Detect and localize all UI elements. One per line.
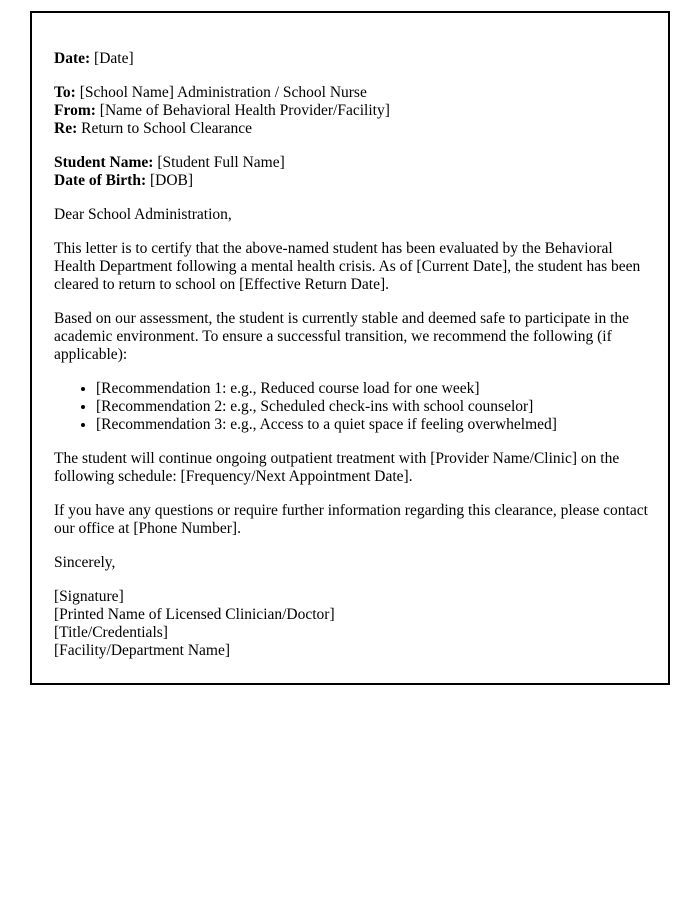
paragraph-assessment: Based on our assessment, the student is currently stable and deemed safe to participate in the academic environment. To ensure a successful transition, we recommend the following (if applicable): bbox=[54, 310, 630, 363]
letter-page bbox=[30, 11, 670, 685]
dob-line bbox=[54, 172, 652, 190]
clinician-name-line: [Printed Name of Licensed Clinician/Doctor] bbox=[54, 606, 335, 623]
dob-label: Date of Birth: bbox=[54, 172, 147, 189]
from-line bbox=[54, 102, 652, 120]
from-value: [Name of Behavioral Health Provider/Facility] bbox=[99, 102, 390, 119]
paragraph-certify: This letter is to certify that the above-named student has been evaluated by the Behavioral Health Department following a mental health crisis. As of [Current Date], the student has been cleared to return to school on [Effective Return Date]. bbox=[54, 240, 641, 293]
student-block bbox=[54, 154, 652, 190]
signature-line: [Signature] bbox=[54, 588, 124, 605]
recommendation-item: • [Recommendation 1: e.g., Reduced course load for one week] bbox=[96, 380, 652, 398]
paragraph-contact: If you have any questions or require further information regarding this clearance, please contact our office at [Phone Number]. bbox=[54, 502, 648, 537]
re-line bbox=[54, 120, 652, 138]
student-name-value: [Student Full Name] bbox=[157, 154, 285, 171]
date-label: Date: bbox=[54, 50, 91, 67]
paragraph-treatment: The student will continue ongoing outpatient treatment with [Provider Name/Clinic] on the following schedule: [Frequency/Next Appointment Date]. bbox=[54, 450, 620, 485]
salutation: Dear School Administration, bbox=[54, 206, 232, 223]
date-value: [Date] bbox=[94, 50, 134, 67]
date-line bbox=[54, 50, 652, 68]
facility-line: [Facility/Department Name] bbox=[54, 642, 231, 659]
recommendation-list bbox=[54, 380, 652, 434]
closing: Sincerely, bbox=[54, 554, 116, 571]
recommendation-item: • [Recommendation 2: e.g., Scheduled check-ins with school counselor] bbox=[96, 398, 652, 416]
from-label: From: bbox=[54, 102, 96, 119]
header-block bbox=[54, 84, 652, 138]
student-name-line bbox=[54, 154, 652, 172]
to-line bbox=[54, 84, 652, 102]
recommendation-item: • [Recommendation 3: e.g., Access to a quiet space if feeling overwhelmed] bbox=[96, 416, 652, 434]
re-label: Re: bbox=[54, 120, 78, 137]
re-value: Return to School Clearance bbox=[81, 120, 253, 137]
student-name-label: Student Name: bbox=[54, 154, 154, 171]
signature-block bbox=[54, 588, 652, 660]
credentials-line: [Title/Credentials] bbox=[54, 624, 168, 641]
dob-value: [DOB] bbox=[150, 172, 194, 189]
to-label: To: bbox=[54, 84, 76, 101]
to-value: [School Name] Administration / School Nurse bbox=[79, 84, 367, 101]
